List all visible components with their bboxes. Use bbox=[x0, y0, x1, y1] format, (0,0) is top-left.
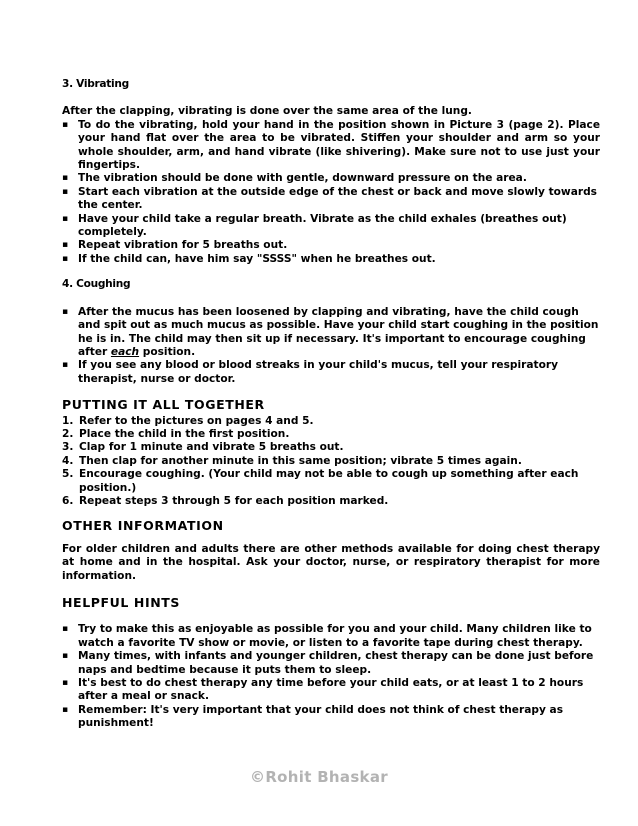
step-text: Repeat steps 3 through 5 for each position marked. bbox=[79, 494, 389, 507]
hint-bullet: ▪ Try to make this as enjoyable as possible for you and your child. Many children like to watch a favorite TV show or movie, or listen to a favorite tape during chest therapy. bbox=[62, 623, 600, 650]
step-number: 2. bbox=[62, 427, 74, 440]
vibrating-heading: 3. Vibrating bbox=[62, 78, 129, 90]
hint-bullet: ▪ It's best to do chest therapy any time before your child eats, or at least 1 to 2 hours after a meal or snack. bbox=[62, 677, 600, 704]
step-number: 1. bbox=[62, 414, 74, 427]
step-text: Clap for 1 minute and vibrate 5 breaths out. bbox=[79, 441, 344, 454]
vibrating-bullet: ▪ If the child can, have him say "SSSS" when he breathes out. bbox=[62, 253, 600, 266]
step-number: 5. bbox=[62, 468, 74, 481]
step-item bbox=[62, 441, 600, 454]
step-text: Then clap for another minute in this same position; vibrate 5 times again. bbox=[79, 454, 522, 467]
coughing-text: After the mucus has been loosened by clapping and vibrating, have the child cough and spit out as much mucus as possible. Have your child start coughing in the position he is in. The child may then sit up if necessary. It's important to encourage coughing after bbox=[78, 305, 599, 358]
together-heading: PUTTING IT ALL TOGETHER bbox=[62, 397, 265, 413]
step-number: 3. bbox=[62, 441, 74, 454]
vibrating-bullet: ▪ The vibration should be done with gentle, downward pressure on the area. bbox=[62, 172, 600, 185]
step-item bbox=[62, 495, 600, 508]
other-heading: OTHER INFORMATION bbox=[62, 518, 224, 534]
copyright-footer: ©Rohit Bhaskar bbox=[250, 768, 388, 786]
step-number: 6. bbox=[62, 494, 74, 507]
vibrating-bullet: ▪ Start each vibration at the outside edge of the chest or back and move slowly towards the center. bbox=[62, 186, 600, 213]
vibrating-bullet: ▪ Have your child take a regular breath. Vibrate as the child exhales (breathes out) completely. bbox=[62, 213, 600, 240]
vibrating-bullet: ▪ To do the vibrating, hold your hand in the position shown in Picture 3 (page 2). Place your hand flat over the area to be vibrated. Stiffen your shoulder and arm so your whole shoulder, arm, and hand vibrate (like shivering). Make sure not to use just your fingertips. bbox=[62, 119, 600, 173]
coughing-heading: 4. Coughing bbox=[62, 278, 131, 291]
document-body bbox=[62, 78, 600, 731]
step-item bbox=[62, 455, 600, 468]
other-text: For older children and adults there are other methods available for doing chest therapy at home and in the hospital. Ask your doctor, nurse, or respiratory therapist for more information. bbox=[62, 542, 600, 582]
vibrating-list bbox=[62, 119, 600, 266]
hints-heading: HELPFUL HINTS bbox=[62, 595, 181, 610]
step-item bbox=[62, 415, 600, 428]
step-item bbox=[62, 428, 600, 441]
step-text: Refer to the pictures on pages 4 and 5. bbox=[79, 414, 314, 427]
hint-bullet: ▪ Remember: It's very important that your child does not think of chest therapy as punishment! bbox=[62, 704, 600, 731]
vibrating-bullet: ▪ Repeat vibration for 5 breaths out. bbox=[62, 239, 600, 252]
step-text: Encourage coughing. (Your child may not be able to cough up something after each position.) bbox=[79, 468, 579, 494]
coughing-list bbox=[62, 306, 600, 386]
step-text: Place the child in the first position. bbox=[79, 427, 290, 440]
emphasis-each: each bbox=[110, 345, 140, 358]
coughing-bullet: ▪ If you see any blood or blood streaks in your child's mucus, tell your respiratory therapist, nurse or doctor. bbox=[62, 359, 600, 386]
hint-bullet: ▪ Many times, with infants and younger children, chest therapy can be done just before naps and bedtime because it puts them to sleep. bbox=[62, 650, 600, 677]
coughing-text: position. bbox=[139, 345, 196, 358]
step-number: 4. bbox=[62, 454, 74, 467]
coughing-bullet bbox=[62, 306, 600, 360]
steps-list bbox=[62, 415, 600, 509]
vibrating-intro: After the clapping, vibrating is done over the same area of the lung. bbox=[62, 105, 472, 118]
hints-list bbox=[62, 623, 600, 730]
step-item bbox=[62, 468, 600, 495]
